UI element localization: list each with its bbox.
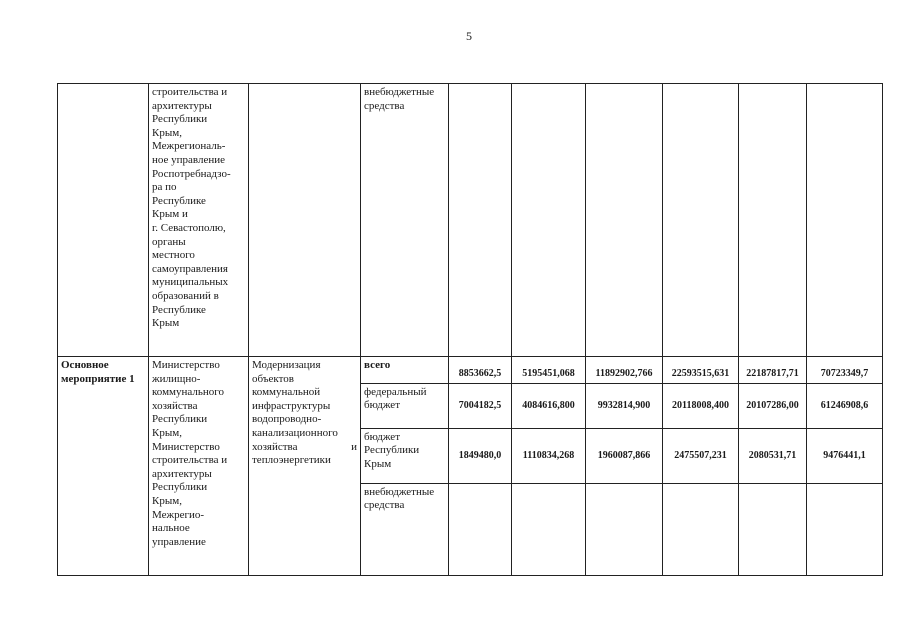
value-cell: [807, 84, 883, 357]
value-cell: 61246908,6: [807, 383, 883, 428]
source-cell: федеральный бюджет: [361, 383, 449, 428]
cont-activity-cell: [58, 84, 149, 357]
value-cell: 20118008,400: [663, 383, 739, 428]
executor-line: жилищно-: [152, 372, 201, 385]
executor-line: Республики: [152, 413, 208, 426]
value-cell: [512, 84, 586, 357]
value-cell: [586, 84, 663, 357]
page-number: 5: [466, 29, 472, 43]
executor-line: ное управление: [152, 153, 225, 166]
executor-line: муниципальных: [152, 276, 229, 289]
value-cell: [586, 483, 663, 575]
table-row: [58, 357, 883, 384]
executor-line: нальное: [152, 522, 190, 535]
executor-line: Республике: [152, 194, 206, 207]
executor-line: архитектуры: [152, 99, 212, 112]
value-cell: [449, 483, 512, 575]
executor-line: ра по: [152, 181, 177, 194]
executor-line: строительства и: [152, 454, 228, 467]
executor-line: Министерство: [152, 359, 220, 371]
continuation-row: [58, 84, 883, 357]
value-cell: [663, 483, 739, 575]
value-cell: [739, 483, 807, 575]
value-cell: 9476441,1: [807, 428, 883, 483]
executor-line: хозяйства: [152, 399, 198, 412]
value-cell: [512, 483, 586, 575]
value-cell: [739, 84, 807, 357]
value-cell: [807, 483, 883, 575]
value-cell: 9932814,900: [586, 383, 663, 428]
value-cell: 1849480,0: [449, 428, 512, 483]
executor-line: Республике: [152, 303, 206, 316]
value-cell: 8853662,5: [449, 357, 512, 384]
value-cell: 70723349,7: [807, 357, 883, 384]
cont-source-cell: внебюджетные средства: [361, 84, 449, 357]
value-cell: 1960087,866: [586, 428, 663, 483]
executor-line: Республики: [152, 113, 208, 126]
value-cell: 1110834,268: [512, 428, 586, 483]
value-cell: 5195451,068: [512, 357, 586, 384]
executor-line: Межрегио-: [152, 508, 205, 521]
budget-table: [57, 83, 883, 576]
executor-line: образований в: [152, 289, 219, 302]
executor-line: Министерство: [152, 440, 220, 453]
executor-line: Крым,: [152, 126, 182, 139]
cont-executor-cell: [149, 84, 249, 357]
executor-line: Крым,: [152, 426, 182, 439]
executor-line: Роспотребнадзо-: [152, 167, 231, 180]
executor-line: строительства и: [152, 86, 228, 98]
source-cell: бюджет Республики Крым: [361, 428, 449, 483]
executor-line: Республики: [152, 481, 208, 494]
value-cell: 11892902,766: [586, 357, 663, 384]
value-cell: 22593515,631: [663, 357, 739, 384]
value-cell: [449, 84, 512, 357]
executor-line: местного: [152, 249, 195, 262]
value-cell: 20107286,00: [739, 383, 807, 428]
value-cell: 2080531,71: [739, 428, 807, 483]
value-cell: 2475507,231: [663, 428, 739, 483]
executor-line: Крым,: [152, 494, 182, 507]
executor-line: г. Севастополю,: [152, 221, 226, 234]
executor-line: архитектуры: [152, 467, 212, 480]
executor-line: Межрегиональ-: [152, 140, 226, 153]
source-cell: внебюджетные средства: [361, 483, 449, 575]
value-cell: [663, 84, 739, 357]
executor-line: Крым: [152, 317, 180, 330]
executor-line: органы: [152, 235, 186, 248]
source-cell: всего: [361, 357, 449, 384]
value-cell: 7004182,5: [449, 383, 512, 428]
executor-line: управление: [152, 535, 206, 548]
value-cell: 4084616,800: [512, 383, 586, 428]
value-cell: 22187817,71: [739, 357, 807, 384]
executor-line: коммунального: [152, 386, 224, 399]
activity-name-cell: Основное мероприятие 1: [58, 357, 149, 576]
executor-line: Крым и: [152, 208, 188, 221]
description-cell: Модернизация объектов коммунальной инфраструктуры водопроводно-канализационного хозяйства и теплоэнергетики: [249, 357, 361, 576]
executor-cell: [149, 357, 249, 576]
executor-line: самоуправления: [152, 262, 228, 275]
cont-description-cell: [249, 84, 361, 357]
